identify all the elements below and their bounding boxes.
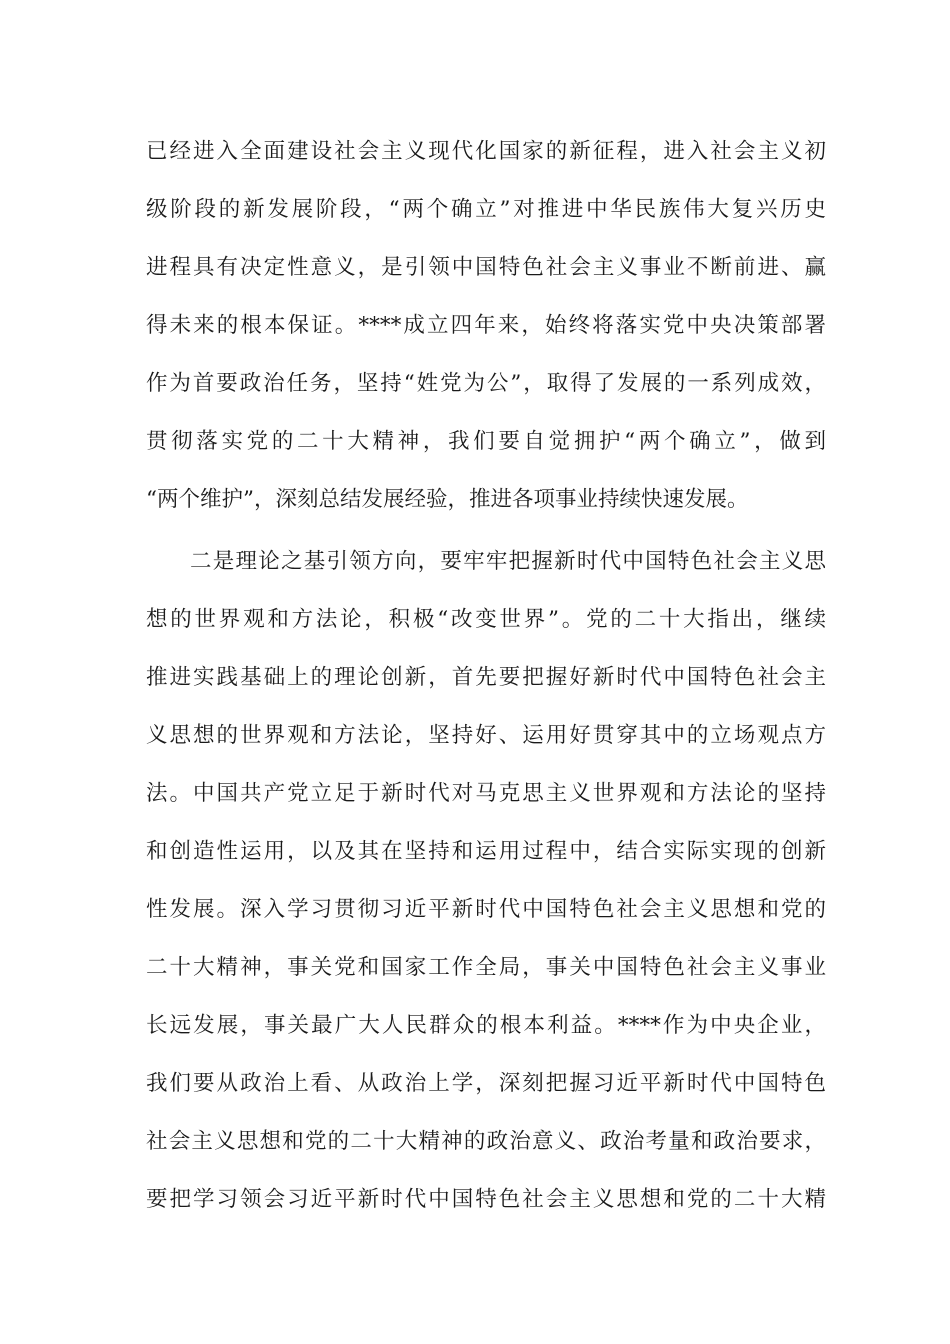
paragraph-line: 推进实践基础上的理论创新，首先要把握好新时代中国特色社会主	[146, 665, 826, 690]
paragraph-line: 二是理论之基引领方向，要牢牢把握新时代中国特色社会主义思	[190, 549, 826, 574]
paragraph-line: 要把学习领会习近平新时代中国特色社会主义思想和党的二十大精	[146, 1187, 826, 1212]
paragraph-line: 已经进入全面建设社会主义现代化国家的新征程，进入社会主义初	[146, 139, 826, 164]
paragraph-line: 级阶段的新发展阶段，“两个确立”对推进中华民族伟大复兴历史	[146, 197, 826, 222]
paragraph-line: 长远发展，事关最广大人民群众的根本利益。****作为中央企业，	[146, 1013, 826, 1038]
paragraph-line: 和创造性运用，以及其在坚持和运用过程中，结合实际实现的创新	[146, 839, 826, 864]
paragraph-line: “两个维护”，深刻总结发展经验，推进各项事业持续快速发展。	[146, 487, 749, 512]
paragraph-line: 性发展。深入学习贯彻习近平新时代中国特色社会主义思想和党的	[146, 897, 826, 922]
paragraph-line: 想的世界观和方法论，积极“改变世界”。党的二十大指出，继续	[146, 607, 826, 632]
paragraph-line: 法。中国共产党立足于新时代对马克思主义世界观和方法论的坚持	[146, 781, 826, 806]
paragraph-line: 得未来的根本保证。****成立四年来，始终将落实党中央决策部署	[146, 313, 826, 338]
paragraph-line: 二十大精神，事关党和国家工作全局，事关中国特色社会主义事业	[146, 955, 826, 980]
paragraph-line: 我们要从政治上看、从政治上学，深刻把握习近平新时代中国特色	[146, 1071, 826, 1096]
paragraph-line: 社会主义思想和党的二十大精神的政治意义、政治考量和政治要求，	[146, 1129, 826, 1154]
paragraph-line: 进程具有决定性意义，是引领中国特色社会主义事业不断前进、赢	[146, 255, 826, 280]
paragraph-line: 贯彻落实党的二十大精神，我们要自觉拥护“两个确立”，做到	[146, 429, 826, 454]
paragraph-line: 作为首要政治任务，坚持“姓党为公”，取得了发展的一系列成效，	[146, 371, 826, 396]
paragraph-line: 义思想的世界观和方法论，坚持好、运用好贯穿其中的立场观点方	[146, 723, 826, 748]
